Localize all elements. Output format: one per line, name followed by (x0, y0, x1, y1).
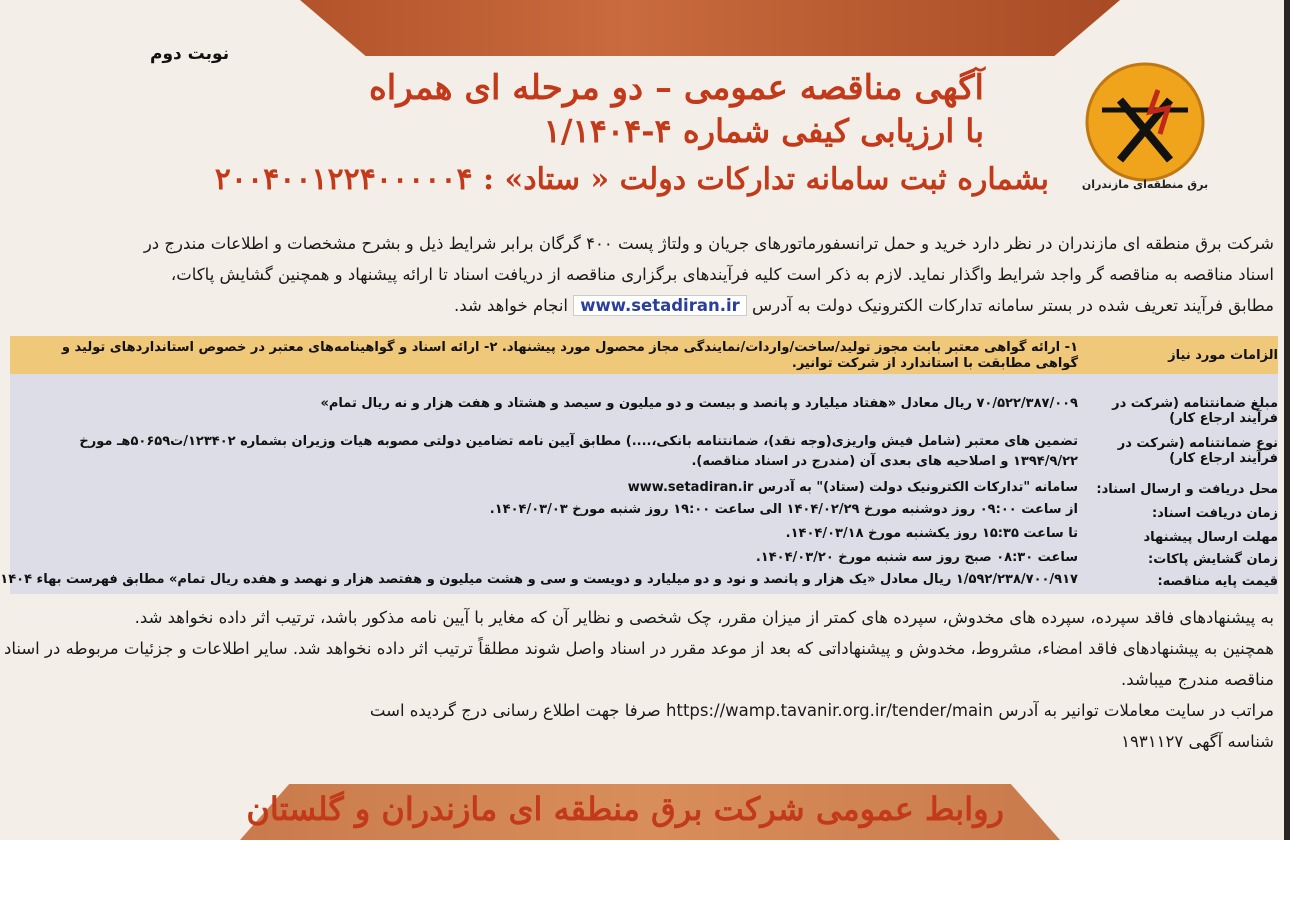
logo-caption: برق منطقه‌ای مازندران (1081, 178, 1209, 191)
title-line-3: بشماره ثبت سامانه تدارکات دولت « ستاد» : ۲۰۰۴۰۰۱۲۲۴۰۰۰۰۰۴ (214, 162, 1049, 197)
table-value: تضمین های معتبر (شامل فیش واریزی(وجه نقد)، ضمانتنامه بانکی،....) مطابق آیین نامه تضامین دولتی مصوبه هیات وزیران بشماره ۱۲۳۴۰۲/ت۵۰۶۵۹هـ مورخ ۱۳۹۴/۹/۲۲ و اصلاحیه های بعدی آن (مندرج در اسناد مناقصه). (79, 434, 1078, 469)
table-value: ۱- ارائه گواهی معتبر بابت مجوز تولید/ساخت/واردات/نمایندگی مجاز محصول مورد پیشنهاد. ۲- ارائه اسناد و گواهینامه‌های معتبر در خصوص استانداردهای تولید و گواهی مطابقت با استاندارد از شرکت توانیر. (61, 340, 1078, 371)
top-decorative-band (300, 0, 1120, 56)
tender-details-table (0, 336, 1278, 594)
table-value: ۱/۵۹۲/۲۳۸/۷۰۰/۹۱۷ ریال معادل «یک هزار و پانصد و نود و دو میلیارد و دویست و سی و هشت میلیون و هفتصد هزار و نهصد و هفده ریال تمام» مطابق فهرست بهاء ۱۴۰۴ (0, 572, 1078, 587)
table-label: محل دریافت و ارسال اسناد: (1096, 482, 1278, 497)
intro-text: انجام خواهد شد. (454, 296, 569, 315)
table-value: ۷۰/۵۲۲/۳۸۷/۰۰۹ ریال معادل «هفتاد میلیارد و پانصد و بیست و دو میلیون و سیصد و هشتاد و هفت هزار و نه ریال تمام» (320, 396, 1078, 411)
table-label: الزامات مورد نیاز (1168, 348, 1278, 363)
table-label: زمان دریافت اسناد: (1151, 506, 1278, 521)
intro-line: شرکت برق منطقه ای مازندران در نظر دارد خرید و حمل ترانسفورماتورهای جریان و ولتاژ پست ۴۰۰ گرگان برابر شرایط ذیل و بشرح مشخصات و اطلاعات مندرج در (143, 234, 1274, 253)
tavanir-logo-icon (1080, 60, 1210, 195)
intro-text: مطابق فرآیند تعریف شده در بستر سامانه تدارکات الکترونیک دولت به آدرس (752, 296, 1274, 315)
round-label: نوبت دوم (150, 44, 230, 64)
table-value: سامانه "تدارکات الکترونیک دولت (ستاد)" به آدرس www.setadiran.ir (627, 480, 1078, 495)
table-value: از ساعت ۰۹:۰۰ روز دوشنبه مورخ ۱۴۰۴/۰۲/۲۹ الی ساعت ۱۹:۰۰ روز شنبه مورخ ۱۴۰۴/۰۳/۰۳. (489, 502, 1078, 517)
note-paragraph: همچنین به پیشنهادهای فاقد امضاء، مشروط، مخدوش و پیشنهاداتی که بعد از موعد مقرر در اسناد واصل شوند مطلقاً ترتیب اثر داده نخواهد شد. سایر اطلاعات و جزئیات مربوطه در اسناد مناقصه مندرج میباشد. (4, 639, 1274, 689)
table-label: قیمت پایه مناقصه: (1157, 574, 1278, 589)
table-label: مهلت ارسال پیشنهاد (1143, 530, 1278, 545)
title-line-2: با ارزیابی کیفی شماره ۴-۱/۱۴۰۴ (543, 112, 984, 150)
setadiran-link[interactable]: www.setadiran.ir (573, 295, 747, 316)
note-paragraph: مراتب در سایت معاملات توانیر به آدرس https://wamp.tavanir.org.ir/tender/main صرفا جهت اطلاع رسانی درج گردیده است (369, 701, 1274, 720)
table-label: زمان گشایش پاکات: (1148, 552, 1278, 567)
table-label: نوع ضمانتنامه (شرکت در فرآیند ارجاع کار) (1117, 436, 1278, 466)
intro-line (4, 290, 1274, 321)
note-paragraph: شناسه آگهی ۱۹۳۱۱۲۷ (1121, 732, 1274, 751)
table-value: تا ساعت ۱۵:۳۵ روز یکشنبه مورخ ۱۴۰۴/۰۳/۱۸. (785, 526, 1078, 541)
table-value: ساعت ۰۸:۳۰ صبح روز سه شنبه مورخ ۱۴۰۴/۰۳/۲۰. (755, 550, 1078, 565)
table-label: مبلغ ضمانتنامه (شرکت در فرآیند ارجاع کار) (1112, 396, 1278, 426)
intro-line: اسناد مناقصه به مناقصه گر واجد شرایط واگذار نماید. لازم به ذکر است کلیه فرآیندهای برگزاری مناقصه از دریافت اسناد تا ارائه پیشنهاد و همچنین گشایش پاکات، (170, 265, 1274, 284)
intro-paragraph (4, 228, 1274, 321)
note-paragraph: به پیشنهادهای فاقد سپرده، سپرده های مخدوش، سپرده های کمتر از میزان مقرر، چک شخصی و نظایر آن که مغایر با آیین نامه مذکور باشد، ترتیب اثر داده نخواهد شد. (134, 608, 1274, 627)
notes-section (4, 602, 1274, 757)
title-line-1: آگهی مناقصه عمومی – دو مرحله ای همراه (368, 68, 984, 108)
footer-signature: روابط عمومی شرکت برق منطقه ای مازندران و گلستان (246, 790, 1004, 828)
